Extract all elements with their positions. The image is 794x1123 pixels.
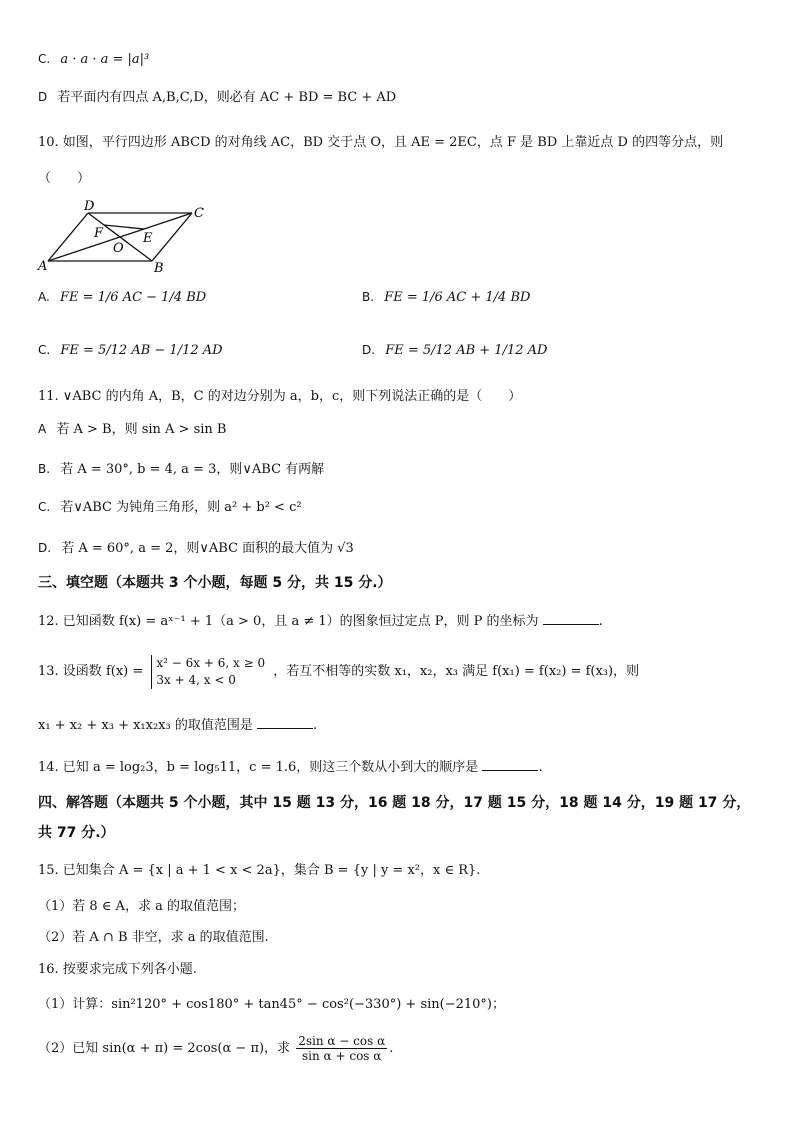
label-e: E	[143, 231, 153, 246]
piecewise-brace	[151, 655, 265, 689]
q14	[38, 758, 543, 777]
label-d: D	[84, 199, 95, 214]
answer-blank	[543, 612, 599, 625]
option-label: C.	[38, 52, 51, 66]
q10-option-b	[362, 288, 530, 307]
q14-end: .	[538, 760, 543, 775]
option-text: 若∨ABC 为钝角三角形，则 a² + b² < c²	[60, 500, 302, 515]
q11-option-c	[38, 498, 302, 517]
label-a: A	[38, 259, 48, 273]
q14-text: 14. 已知 a = log₂3，b = log₅11，c = 1.6，则这三个数从小到大的顺序是	[38, 760, 479, 775]
label-b: B	[154, 261, 164, 273]
q9-option-c	[38, 50, 149, 69]
q13-line2	[38, 716, 317, 735]
q10-answer-paren: （ ）	[38, 171, 91, 186]
q16-part1: （1）计算：sin²120° + cos180° + tan45° − cos²(−330°) + sin(−210°)；	[38, 997, 505, 1012]
option-label: B.	[38, 462, 51, 476]
q15-stem: 15. 已知集合 A = {x | a + 1 < x < 2a}，集合 B = {y | y = x²，x ∈ R}.	[38, 863, 481, 878]
option-text: 若 A > B，则 sin A > sin B	[56, 422, 227, 437]
section-3-heading: 三、填空题（本题共 3 个小题，每题 5 分，共 15 分.）	[38, 575, 392, 591]
fraction-denominator: sin α + cos α	[302, 1049, 382, 1063]
q10-stem: 10. 如图，平行四边形 ABCD 的对角线 AC，BD 交于点 O，且 AE = 2EC，点 F 是 BD 上靠近点 D 的四等分点，则	[38, 135, 724, 150]
label-f: F	[94, 226, 104, 241]
option-text: FE = 1/6 AC − 1/4 BD	[59, 290, 207, 305]
q12	[38, 612, 603, 631]
q9-option-d	[38, 88, 396, 107]
option-text: 若平面内有四点 A,B,C,D，则必有 AC + BD = BC + AD	[57, 90, 397, 105]
option-label: B.	[362, 290, 375, 304]
option-text: FE = 1/6 AC + 1/4 BD	[384, 290, 531, 305]
option-label: A	[38, 422, 47, 436]
label-o: O	[113, 241, 124, 256]
q10-option-c	[38, 341, 223, 360]
q13-line1	[38, 654, 639, 690]
section-4-heading-line2: 共 77 分.）	[38, 825, 115, 841]
section-4-heading-line1: 四、解答题（本题共 5 个小题，其中 15 题 13 分，16 题 18 分，17 题 15 分，18 题 14 分，19 题 17 分，	[38, 795, 751, 811]
option-label: C.	[38, 500, 51, 514]
option-text: 若 A = 60°, a = 2，则∨ABC 面积的最大值为 √3	[61, 541, 354, 556]
q12-text: 12. 已知函数 f(x) = aˣ⁻¹ + 1（a > 0，且 a ≠ 1）的图象恒过定点 P，则 P 的坐标为	[38, 614, 539, 629]
q11-stem: 11. ∨ABC 的内角 A，B，C 的对边分别为 a，b，c，则下列说法正确的是（ ）	[38, 389, 522, 404]
piecewise-case-2: 3x + 4, x < 0	[156, 672, 236, 687]
q11-option-a	[38, 420, 227, 439]
q11-option-b	[38, 460, 324, 479]
option-text: FE = 5/12 AB + 1/12 AD	[385, 343, 548, 358]
option-label: C.	[38, 343, 51, 357]
q13-rest: ，若互不相等的实数 x₁，x₂，x₃ 满足 f(x₁) = f(x₂) = f(x₃)，则	[273, 664, 640, 679]
answer-blank	[482, 758, 538, 771]
answer-blank	[257, 716, 313, 729]
label-c: C	[194, 206, 204, 221]
q10-option-d	[362, 341, 547, 360]
q12-end: .	[598, 614, 603, 629]
q16-part2	[38, 1032, 393, 1066]
option-text: 若 A = 30°, b = 4, a = 3，则∨ABC 有两解	[60, 462, 325, 477]
q15-part1: （1）若 8 ∈ A，求 a 的取值范围；	[38, 899, 245, 914]
option-text: FE = 5/12 AB − 1/12 AD	[60, 343, 223, 358]
option-label: D	[38, 90, 48, 104]
piecewise-case-1: x² − 6x + 6, x ≥ 0	[156, 655, 266, 670]
q16-stem: 16. 按要求完成下列各小题.	[38, 962, 197, 977]
fraction	[296, 1034, 387, 1063]
q11-option-d	[38, 539, 354, 558]
q13-start: 13. 设函数 f(x) =	[38, 664, 144, 679]
option-label: D.	[38, 541, 52, 555]
parallelogram-figure	[36, 198, 216, 273]
q10-option-a	[38, 288, 206, 307]
q13-line2-text: x₁ + x₂ + x₃ + x₁x₂x₃ 的取值范围是	[38, 718, 253, 733]
option-text: a · a · a = |a|³	[60, 52, 150, 67]
q16-part2-prefix: （2）已知 sin(α + π) = 2cos(α − π)，求	[38, 1041, 291, 1056]
q15-part2: （2）若 A ∩ B 非空，求 a 的取值范围.	[38, 930, 269, 945]
fraction-numerator: 2sin α − cos α	[298, 1034, 386, 1048]
option-label: D.	[362, 343, 376, 357]
option-label: A.	[38, 290, 50, 304]
q13-end: .	[313, 718, 318, 733]
q16-part2-end: .	[389, 1041, 394, 1056]
